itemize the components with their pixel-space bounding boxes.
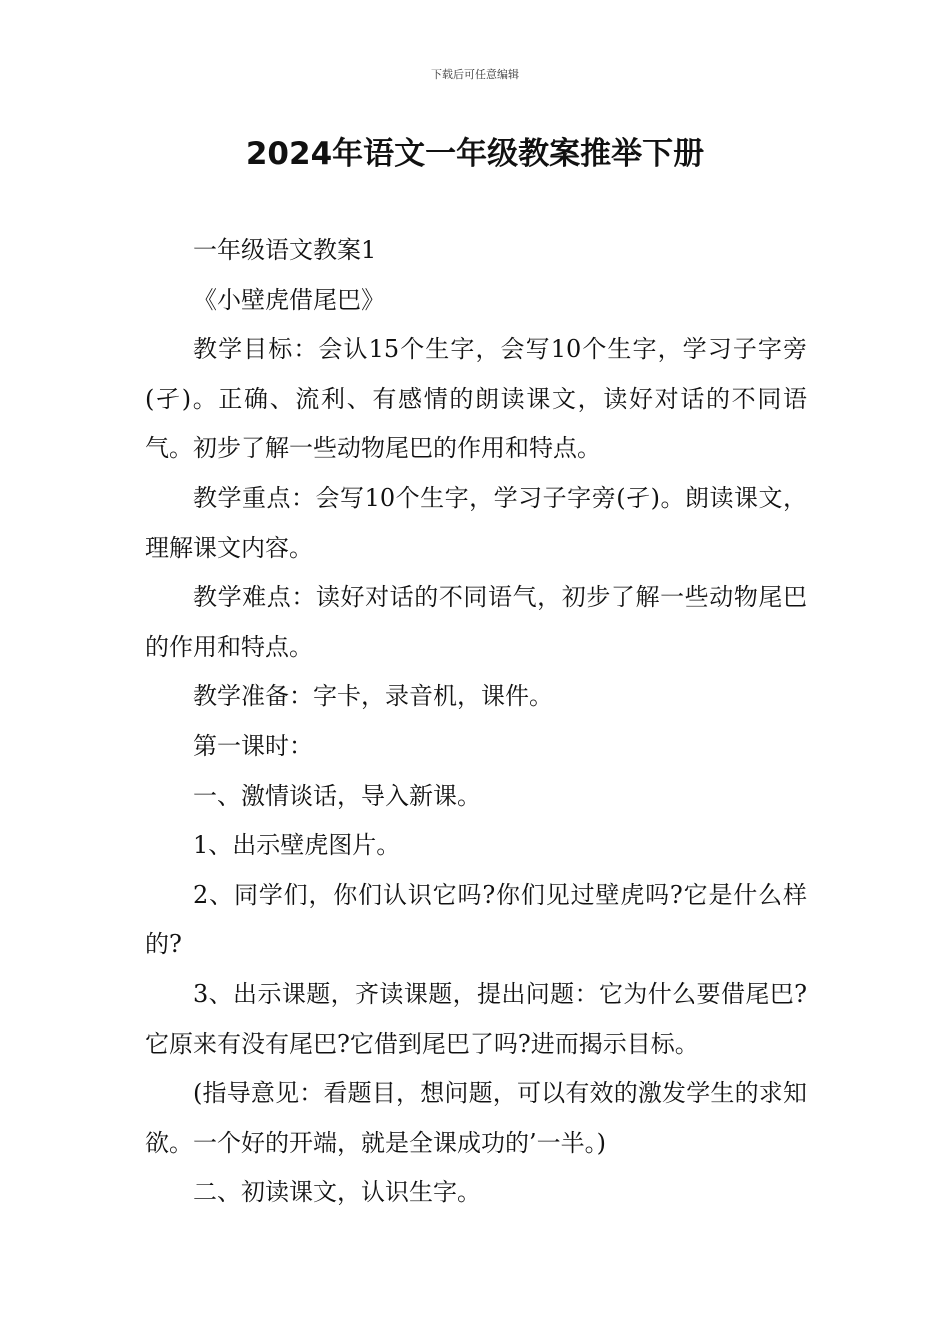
document-title: 2024年语文一年级教案推举下册: [245, 136, 705, 172]
paragraph-lesson-title: 《小壁虎借尾巴》: [193, 285, 385, 314]
paragraph-step-2: 2、同学们，你们认识它吗?你们见过壁虎吗?它是什么样的?: [145, 880, 807, 959]
paragraph-teaching-difficulty: 教学难点：读好对话的不同语气，初步了解一些动物尾巴的作用和特点。: [145, 583, 807, 661]
paragraph-step-3: 3、出示课题，齐读课题，提出问题：它为什么要借尾巴?它原来有没有尾巴?它借到尾巴了吗?进而揭示目标。: [145, 979, 807, 1058]
paragraph-teaching-goals: 教学目标：会认15个生字，会写10个生字，学习子字旁(孑)。正确、流利、有感情的朗读课文，读好对话的不同语气。初步了解一些动物尾巴的作用和特点。: [145, 335, 807, 463]
paragraph-lesson-heading: 一年级语文教案1: [193, 236, 377, 264]
header-note: 下载后可任意编辑: [431, 68, 519, 81]
paragraph-section-two: 二、初读课文，认识生字。: [193, 1178, 481, 1207]
paragraph-step-1: 1、出示壁虎图片。: [193, 831, 401, 860]
paragraph-first-lesson: 第一课时：: [193, 731, 313, 760]
paragraph-teaching-focus: 教学重点：会写10个生字，学习子字旁(孑)。朗读课文，理解课文内容。: [145, 483, 807, 562]
paragraph-section-one: 一、激情谈话，导入新课。: [193, 781, 481, 810]
paragraph-guidance-note: (指导意见：看题目，想问题，可以有效的激发学生的求知欲。一个好的开端，就是全课成功的’一半。): [145, 1079, 807, 1157]
paragraph-teaching-preparation: 教学准备：字卡，录音机，课件。: [193, 682, 553, 711]
document-body: [145, 226, 807, 1218]
